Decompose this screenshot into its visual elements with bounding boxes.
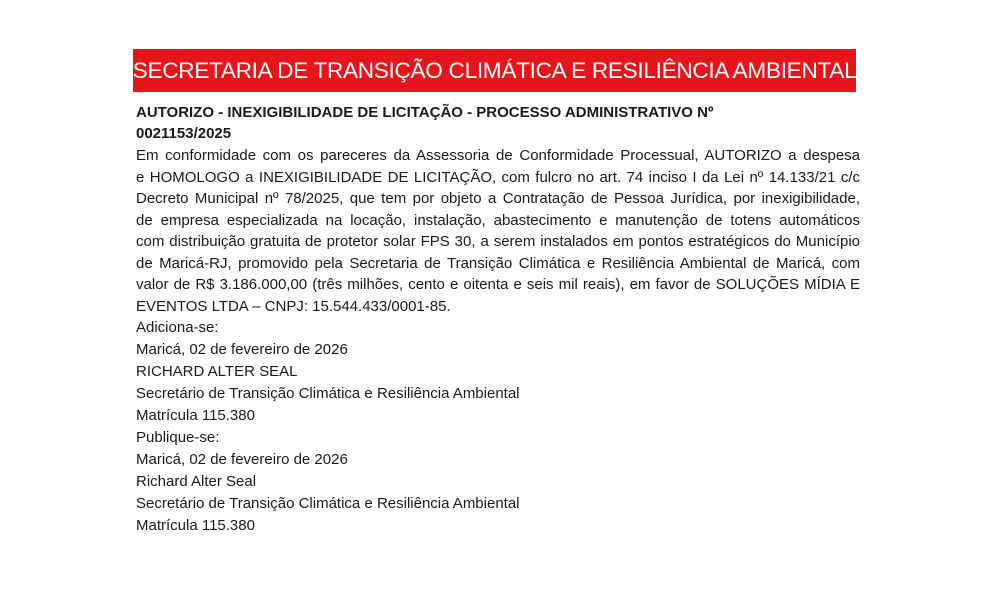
paragraph-line: valor de R$ 3.186.000,00 (três milhões, cento e oitenta e seis mil reais), em favor de SOLUÇÕES MÍDIA E [136,276,860,293]
section-banner [133,49,856,92]
paragraph-line: e HOMOLOGO a INEXIGIBILIDADE DE LICITAÇÃO, com fulcro no art. 74 inciso I da Lei nº 14.133/21 c/c [136,168,860,186]
paragraph-line: EVENTOS LTDA – CNPJ: 15.544.433/0001-85. [136,297,451,315]
block-label: Adiciona-se: [136,319,219,336]
heading-line-2: 0021153/2025 [136,125,232,142]
paragraph-line: de Maricá-RJ, promovido pela Secretaria de Transição Climática e Resiliência Ambiental de Maricá, com [136,254,860,272]
signature-block-adiciona [136,317,860,427]
signature-block-publique [136,427,860,537]
banner-title: SECRETARIA DE TRANSIÇÃO CLIMÁTICA E RESILIÊNCIA AMBIENTAL [132,57,857,83]
signatory-name: Richard Alter Seal [136,473,257,490]
paragraph-line: Em conformidade com os pareceres da Assessoria de Conformidade Processual, AUTORIZO a despesa [136,147,860,164]
paragraph-line: de empresa especializada na locação, instalação, abastecimento e manutenção de totens automáticos [136,211,860,229]
signatory-name: RICHARD ALTER SEAL [136,363,298,380]
signatory-role: Secretário de Transição Climática e Resiliência Ambiental [136,495,520,512]
authorization-paragraph [136,145,860,317]
signatory-registration: Matrícula 115.380 [136,517,255,534]
signatory-registration: Matrícula 115.380 [136,407,255,424]
block-label: Publique-se: [136,429,220,446]
paragraph-line: com distribuição gratuita de protetor solar FPS 30, a serem instalados em pontos estratégicos do Município [136,233,860,250]
signature-date: Maricá, 02 de fevereiro de 2026 [136,451,348,468]
document-heading [136,102,860,144]
heading-line-1: AUTORIZO - INEXIGIBILIDADE DE LICITAÇÃO - PROCESSO ADMINISTRATIVO Nº [136,104,714,121]
signatory-role: Secretário de Transição Climática e Resiliência Ambiental [136,385,520,402]
signature-date: Maricá, 02 de fevereiro de 2026 [136,341,348,358]
paragraph-line: Decreto Municipal nº 78/2025, que tem por objeto a Contratação de Pessoa Jurídica, por inexigibilidade, [136,190,860,207]
document-body [136,102,860,537]
